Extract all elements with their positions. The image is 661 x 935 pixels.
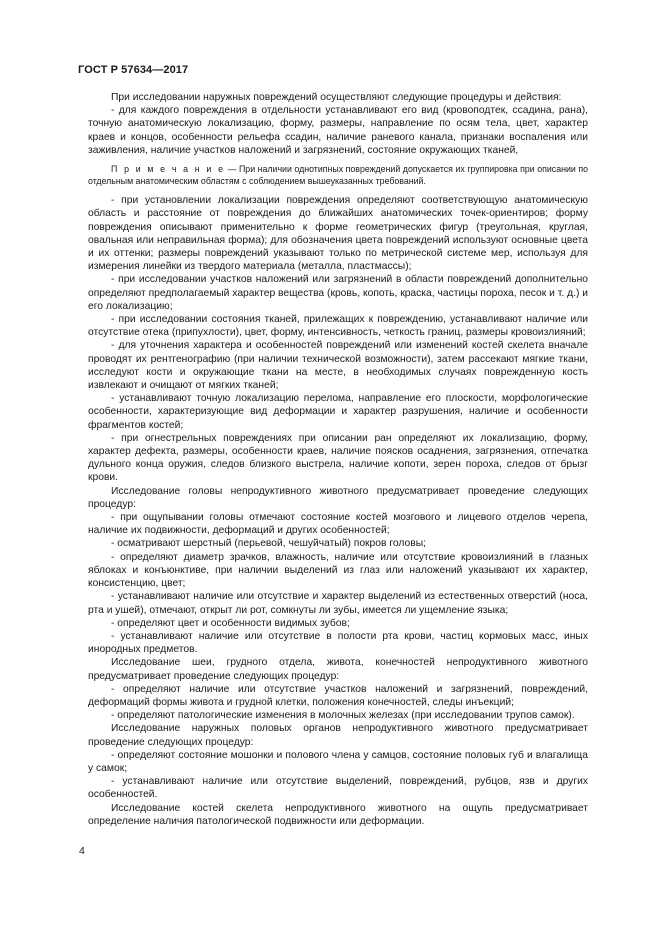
paragraph: - определяют диаметр зрачков, влажность, наличие или отсутствие кровоизлияний в глазных яблоках и конъюнктиве, при наличии выделений из глаз или наложений указывают их характер, консистенцию, цвет; bbox=[88, 551, 588, 590]
page-number: 4 bbox=[79, 845, 85, 857]
paragraph: - определяют патологические изменения в молочных железах (при исследовании трупов самок). bbox=[111, 710, 575, 722]
note-text: — При наличии однотипных повреждений допускается их группировка при описании по отдельным анатомическим областям с соблюдением вышеуказанных требований. bbox=[88, 164, 588, 186]
document-header: ГОСТ Р 57634—2017 bbox=[78, 64, 189, 76]
note-label: П р и м е ч а н и е bbox=[111, 164, 226, 175]
paragraph: Исследование костей скелета непродуктивного животного на ощупь предусматривает определение наличия патологической подвижности или деформации. bbox=[88, 802, 588, 827]
paragraph: Исследование наружных половых органов непродуктивного животного предусматривает проведение следующих процедур: bbox=[88, 723, 588, 748]
note bbox=[88, 164, 588, 187]
paragraph: - при исследовании состояния тканей, прилежащих к повреждению, устанавливают наличие или отсутствие отека (припухлости), цвет, форму, интенсивность, четкость границ, размеры кровоизлияний; bbox=[88, 314, 588, 339]
paragraph: - устанавливают точную локализацию перелома, направление его плоскости, морфологические особенности, характеризующие вид деформации и характер разрушения, наличие и особенности фрагментов костей; bbox=[88, 393, 588, 431]
paragraph: При исследовании наружных повреждений осуществляют следующие процедуры и действия: bbox=[111, 92, 562, 103]
paragraph: - устанавливают наличие или отсутствие в полости рта крови, частиц кормовых масс, иных инородных предметов. bbox=[88, 630, 588, 656]
paragraph: - для уточнения характера и особенностей повреждений или изменений костей скелета вначале проводят их рентгенографию (при наличии технической возможности), затем рассекают мягкие ткани, исследуют кости и окружающие ткани на месте, в необходимых случаях поврежденную кость извлекают и очищают от мягких тканей; bbox=[88, 340, 588, 392]
paragraph: - при исследовании участков наложений или загрязнений в области повреждений дополнительно определяют предполагаемый характер вещества (кровь, копоть, краска, частицы пороха, песок и т. д.) и его локализацию; bbox=[88, 274, 588, 312]
paragraph: - осматривают шерстный (перьевой, чешуйчатый) покров головы; bbox=[111, 538, 426, 550]
document-body bbox=[88, 86, 588, 828]
paragraph: - устанавливают наличие или отсутствие выделений, повреждений, рубцов, язв и других особенностей. bbox=[88, 776, 588, 801]
paragraph: - при установлении локализации повреждения определяют соответствующую анатомическую область и расстояние от повреждения до ближайших анатомических точек-ориентиров; форму повреждения описывают применительно к форме геометрических фигур (треугольная, круглая, овальная или неправильная форма); для обозначения цвета повреждений используют основные цвета и их оттенки; размеры повреждений указывают только по метрической системе мер, используя для измерения линейки из твердого материала (металла, пластмассы); bbox=[88, 195, 588, 273]
paragraph: - для каждого повреждения в отдельности устанавливают его вид (кровоподтек, ссадина, рана), точную анатомическую локализацию, форму, размеры, направление по осям тела, цвет, характер краев и концов, особенности рельефа ссадин, наличие раневого канала, признаки воспаления или заживления, наличие участков наложений и загрязнений, состояние окружающих тканей, bbox=[88, 105, 588, 156]
paragraph: Исследование головы непродуктивного животного предусматривает проведение следующих процедур: bbox=[88, 485, 588, 510]
paragraph: Исследование шеи, грудного отдела, живота, конечностей непродуктивного животного предусматривает проведение следующих процедур: bbox=[88, 657, 588, 682]
paragraph: - при ощупывании головы отмечают состояние костей мозгового и лицевого отделов черепа, наличие их подвижности, деформаций и других особенностей; bbox=[88, 512, 588, 537]
paragraph: - при огнестрельных повреждениях при описании ран определяют их локализацию, форму, характер дефекта, размеры, особенности краев, наличие поясков осаднения, загрязнения, отпечатка дульного конца оружия, следов близкого выстрела, наличие копоти, зерен пороха, следов от брызг крови. bbox=[88, 432, 588, 484]
paragraph: - определяют цвет и особенности видимых зубов; bbox=[111, 617, 350, 629]
paragraph: - определяют состояние мошонки и полового члена у самцов, состояние половых губ и влагалища у самок; bbox=[88, 749, 588, 774]
paragraph: - определяют наличие или отсутствие участков наложений и загрязнений, повреждений, деформаций формы живота и грудной клетки, положения конечностей, следы инъекций; bbox=[88, 683, 588, 708]
paragraph: - устанавливают наличие или отсутствие и характер выделений из естественных отверстий (носа, рта и ушей), отмечают, открыт ли рот, сомкнуты ли зубы, имеется ли ущемление языка; bbox=[88, 591, 588, 616]
